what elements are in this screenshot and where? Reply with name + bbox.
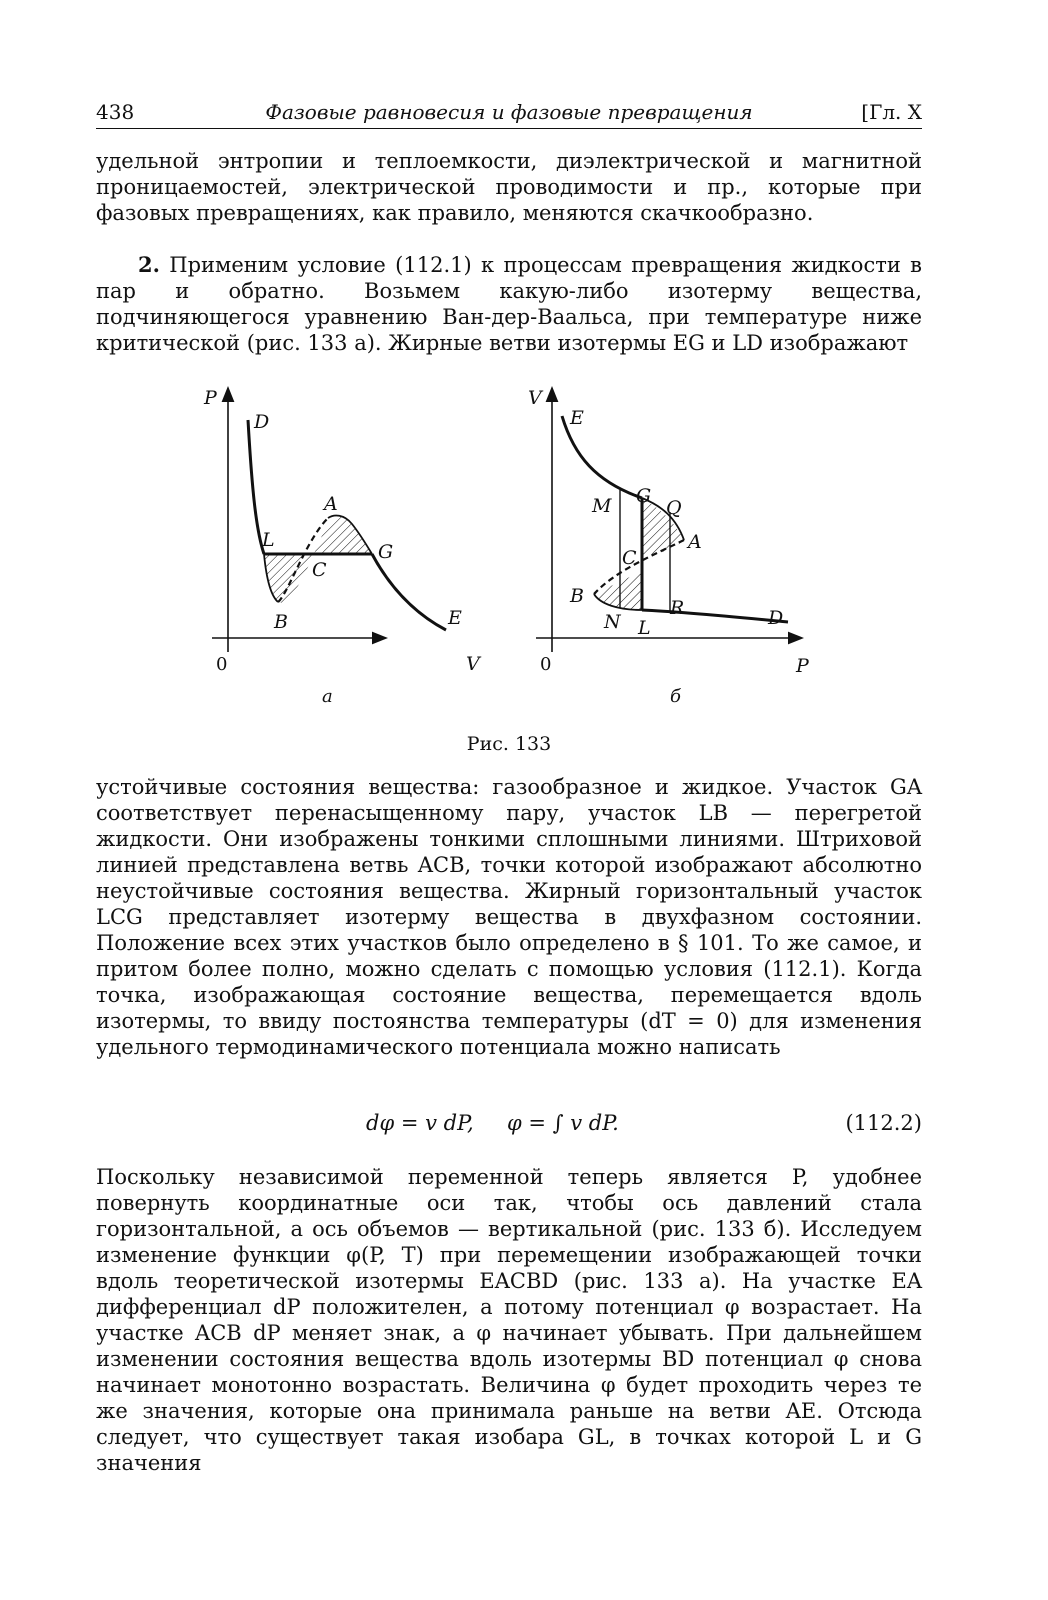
panel-b-point-R: R	[670, 597, 685, 619]
panel-b-point-C: C	[622, 547, 637, 569]
panel-a-branch-GE	[372, 554, 446, 630]
panel-a-sublabel: а	[322, 686, 333, 707]
equation-number: (112.2)	[845, 1111, 922, 1135]
panel-a-point-A: A	[324, 493, 338, 515]
panel-a	[212, 394, 446, 652]
paragraph-number: 2.	[138, 252, 160, 277]
panel-a-point-G: G	[378, 541, 394, 563]
book-page	[96, 0, 922, 1600]
panel-b-point-L: L	[638, 617, 651, 639]
panel-a-x-label: V	[466, 653, 480, 675]
running-header	[96, 98, 922, 129]
panel-a-point-L: L	[262, 529, 275, 551]
paragraph-2-text: Применим условие (112.1) к процессам превращения жидкости в пар и обратно. Возьмем какую-либо изотерму вещества, подчиняющегося уравнению Ван-дер-Ваальса, при температуре ниже критической (рис. 133 а). Жирные ветви изотермы EG и LD изображают	[96, 253, 922, 355]
panel-a-point-C: C	[312, 559, 327, 581]
figure-caption: Рис. 133	[466, 733, 552, 755]
panel-a-upper-hatch	[314, 516, 372, 554]
equation-112-2	[96, 1105, 922, 1155]
paragraph-2	[96, 252, 922, 356]
panel-b-point-M: M	[592, 495, 612, 517]
figure-drawing	[96, 380, 922, 720]
panel-b-branch-LD	[642, 610, 788, 622]
paragraph-4: Поскольку независимой переменной теперь является P, удобнее повернуть координатные оси так, чтобы ось давлений стала горизонтальной, а ось объемов — вертикальной (рис. 133 б). Исследуем изменение функции φ(P, T) при перемещении изображающей точки вдоль теоретической изотермы EACBD (рис. 133 а). На участке EA дифференциал dP положителен, а потому потенциал φ возрастает. На участке ACB dP меняет знак, а φ начинает убывать. При дальнейшем изменении состояния вещества вдоль изотермы BD потенциал φ снова начинает монотонно возрастать. Величина φ будет проходить через те же значения, которые она принимала раньше на ветви AE. Отсюда следует, что существует такая изобара GL, в точках которой L и G значения	[96, 1165, 922, 1475]
panel-a-point-B: B	[274, 611, 288, 633]
panel-b-point-N: N	[604, 611, 621, 633]
panel-a-lower-hatch	[264, 554, 314, 603]
panel-a-point-D: D	[254, 411, 270, 433]
paragraph-1: удельной энтропии и теплоемкости, диэлектрической и магнитной проницаемостей, электрической проводимости и пр., которые при фазовых превращениях, как правило, меняются скачкообразно.	[96, 149, 922, 225]
panel-a-point-E: E	[448, 607, 462, 629]
panel-b-point-A: A	[688, 531, 702, 553]
panel-a-origin: 0	[216, 654, 228, 675]
page-number: 438	[96, 100, 135, 124]
panel-b-point-B: B	[570, 585, 584, 607]
panel-b-x-label: P	[796, 655, 809, 677]
panel-b	[536, 394, 796, 652]
equation-formula: dφ = v dP, φ = ∫ v dP.	[366, 1111, 619, 1135]
figure-133	[96, 380, 922, 760]
paragraph-3: устойчивые состояния вещества: газообразное и жидкое. Участок GA соответствует перенасыщенному пару, участок LB — перегретой жидкости. Они изображены тонкими сплошными линиями. Штриховой линией представлена ветвь ACB, точки которой изображают абсолютно неустойчивые состояния вещества. Жирный горизонтальный участок LCG представляет изотерму вещества в двухфазном состоянии. Положение всех этих участков было определено в § 101. То же самое, и притом более полно, можно сделать с помощью условия (112.1). Когда точка, изображающая состояние вещества, перемещается вдоль изотермы, то ввиду постоянства температуры (dT = 0) для изменения удельного термодинамического потенциала можно написать	[96, 775, 922, 1059]
panel-b-y-label: V	[528, 387, 542, 409]
panel-b-point-D: D	[768, 607, 784, 629]
panel-b-point-G: G	[636, 485, 652, 507]
chapter-label: [Гл. X	[861, 100, 922, 124]
panel-b-point-Q: Q	[666, 497, 682, 519]
running-title: Фазовые равновесия и фазовые превращения	[265, 100, 753, 124]
panel-a-y-label: P	[204, 387, 217, 409]
panel-b-point-E: E	[570, 407, 584, 429]
panel-b-origin: 0	[540, 654, 552, 675]
panel-b-lower-hatch	[594, 572, 642, 610]
panel-b-sublabel: б	[670, 686, 681, 707]
